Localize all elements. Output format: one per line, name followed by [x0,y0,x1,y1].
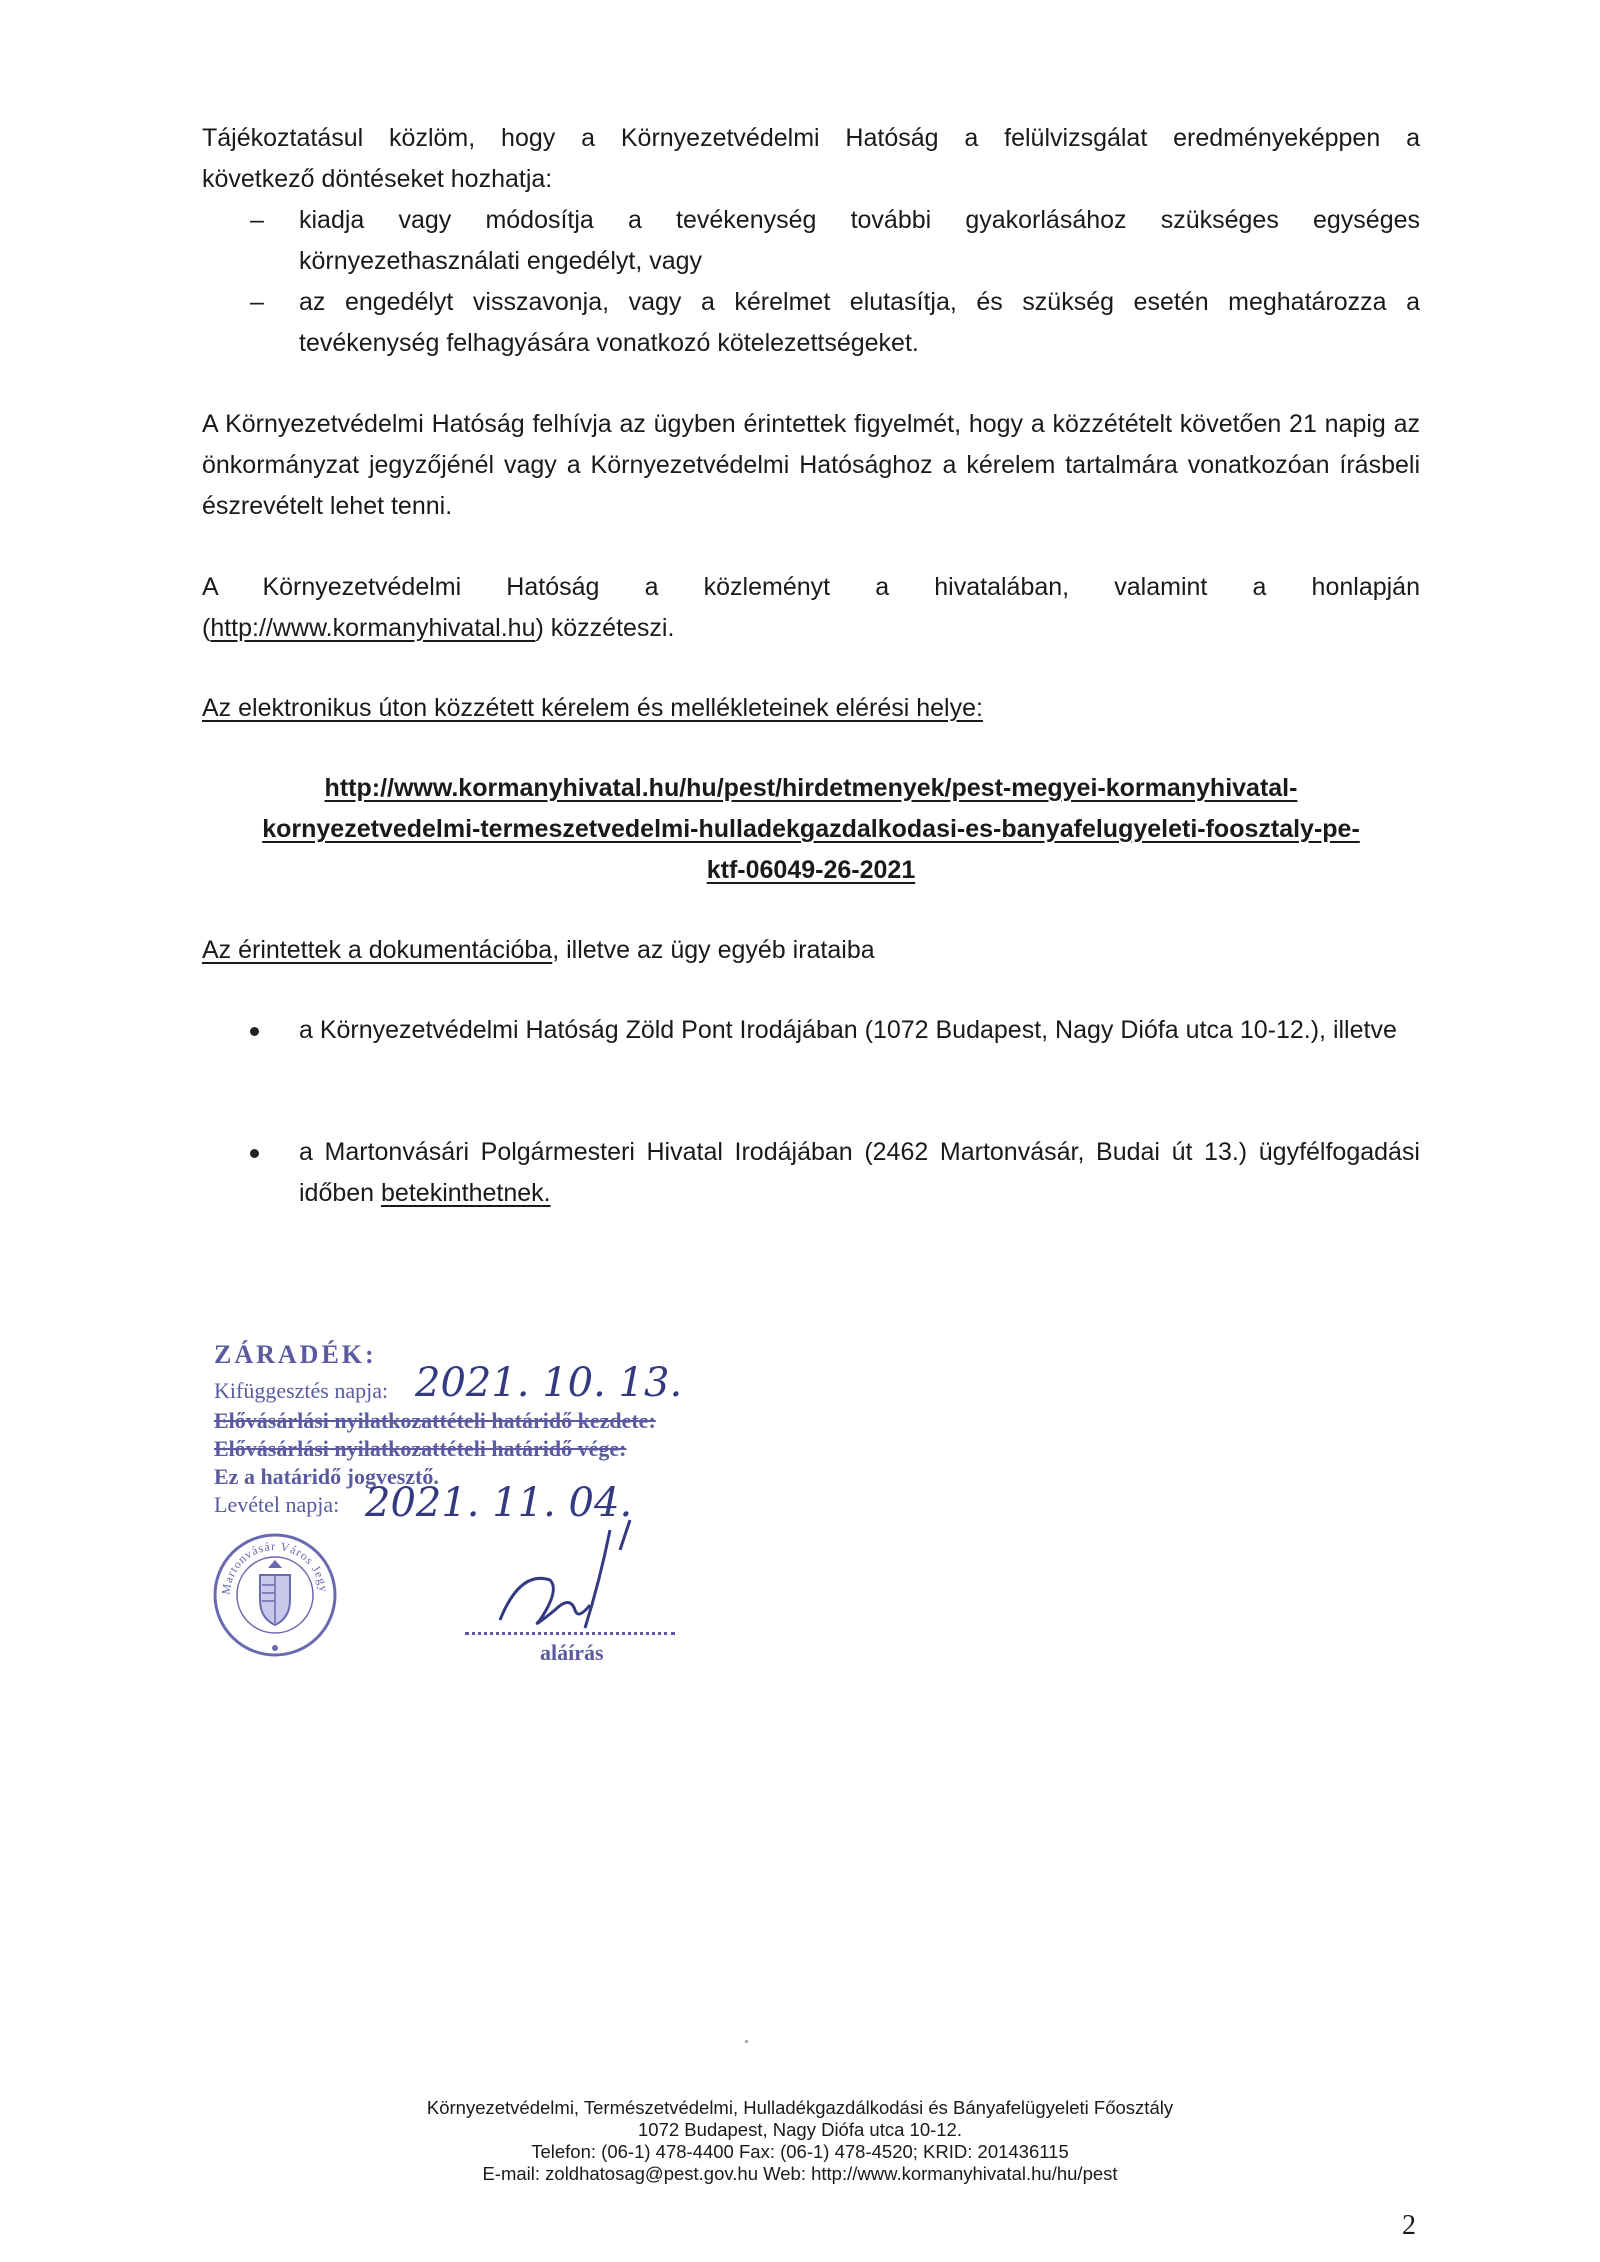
footer-department: Környezetvédelmi, Természetvédelmi, Hulladékgazdálkodási és Bányafelügyeleti Főosztály [426,2097,1174,2118]
zaradek-stamp [210,1340,730,1670]
bullet-icon [250,1149,259,1158]
intro-paragraph [202,118,1420,200]
inspection-item-1 [202,1010,1420,1051]
decision-item-2 [202,282,1420,364]
scan-dot [745,2040,748,2043]
inspection-lead-rest: , illetve az ügy egyéb irataiba [552,936,875,964]
preemption-start-label: Elővásárlási nyilatkozattételi határidő kezdete: [214,1408,656,1433]
signature-line [465,1632,675,1635]
access-url-line-2[interactable]: kornyezetvedelmi-termeszetvedelmi-hulladekgazdalkodasi-es-banyafelugyeleti-fooszt​aly-pe- [262,815,1360,843]
inspection-lead [202,930,1420,971]
deadline-note: Ez a határidő jogvesztő. [214,1464,439,1489]
stamp-title: ZÁRADÉK: [214,1340,377,1369]
publish-line-2 [202,608,1420,649]
intro-line-1: Tájékoztatásul közlöm, hogy a Környezetvédelmi Hatóság a felülvizsgálat eredményeképpen a [202,124,1420,152]
open-paren: ( [202,614,211,642]
inspection-list-2 [202,1132,1420,1214]
publish-line-1: A Környezetvédelmi Hatóság a közleményt a hivatalában, valamint a honlapján [202,573,1420,601]
kormanyhivatal-link[interactable]: http://www.kormanyhivatal.hu [210,614,536,642]
preemption-end-label: Elővásárlási nyilatkozattételi határidő vége: [214,1436,627,1461]
dash-marker: – [250,206,264,234]
signature-label: aláírás [540,1640,604,1665]
seal-graphic [210,1530,340,1660]
access-url-line-1[interactable]: http://www.kormanyhivatal.hu/hu/pest/hirdetmenyek/pest-megyei-kormanyhivatal- [324,774,1298,802]
page-number: 2 [1402,2210,1416,2241]
inspection-text-2-underlined: betekinthetnek. [381,1179,551,1207]
page-footer [200,2097,1400,2185]
access-heading: Az elektronikus úton közzétett kérelem és mellékleteinek elérési helye: [202,694,983,722]
bullet-icon [250,1027,259,1036]
footer-address: 1072 Budapest, Nagy Diófa utca 10-12. [638,2119,962,2140]
official-seal [210,1530,340,1660]
decision-text-1: kiadja vagy módosítja a tevékenység további gyakorlásához szükséges egységes környezethasználati engedélyt, vagy [299,206,1420,275]
footer-contact: E-mail: zoldhatosag@pest.gov.hu Web: http://www.kormanyhivatal.hu/hu/pest [482,2163,1118,2184]
publish-paragraph [202,567,1420,649]
dash-marker: – [250,288,264,316]
access-url-line-3[interactable]: ktf-06049-26-2021 [706,856,916,884]
posting-date-label: Kifüggesztés napja: [214,1378,389,1403]
access-url-link[interactable] [202,768,1420,891]
removal-date-handwritten: 2021. 11. 04. [365,1480,633,1526]
seal-text: Martonvásár Város Jegy [218,1538,332,1596]
footer-phone: Telefon: (06-1) 478-4400 Fax: (06-1) 478-4520; KRID: 201436115 [531,2141,1069,2162]
inspection-text-1: a Környezetvédelmi Hatóság Zöld Pont Irodájában (1072 Budapest, Nagy Diófa utca 10-12.), illetve [299,1016,1397,1044]
signature-drawing [460,1510,680,1640]
removal-date-label: Levétel napja: [214,1492,340,1517]
posting-date-handwritten: 2021. 10. 13. [415,1360,683,1406]
inspection-list [202,1010,1420,1051]
inspection-text-2: a Martonvásári Polgármesteri Hivatal Irodájában (2462 Martonvásár, Budai út 13.) ügyfélfogadási időben [299,1138,1420,1207]
inspection-item-2 [202,1132,1420,1214]
notice-paragraph: A Környezetvédelmi Hatóság felhívja az ügyben érintettek figyelmét, hogy a közzétételt követően 21 napig az önkormányzat jegyzőjénél vagy a Környezetvédelmi Hatósághoz a kérelem tartalmára vonatkozóan írásbeli észrevételt lehet tenni. [202,410,1420,520]
intro-line-2: következő döntéseket hozhatja: [202,165,553,193]
publish-suffix: ) közzéteszi. [535,614,675,642]
decision-item-1 [202,200,1420,282]
decisions-list [202,200,1420,364]
inspection-lead-underlined: Az érintettek a dokumentációba [202,936,553,964]
decision-text-2: az engedélyt visszavonja, vagy a kérelmet elutasítja, és szükség esetén meghatározza a tevékenység felhagyására vonatkozó kötelezettségeket. [299,288,1420,357]
